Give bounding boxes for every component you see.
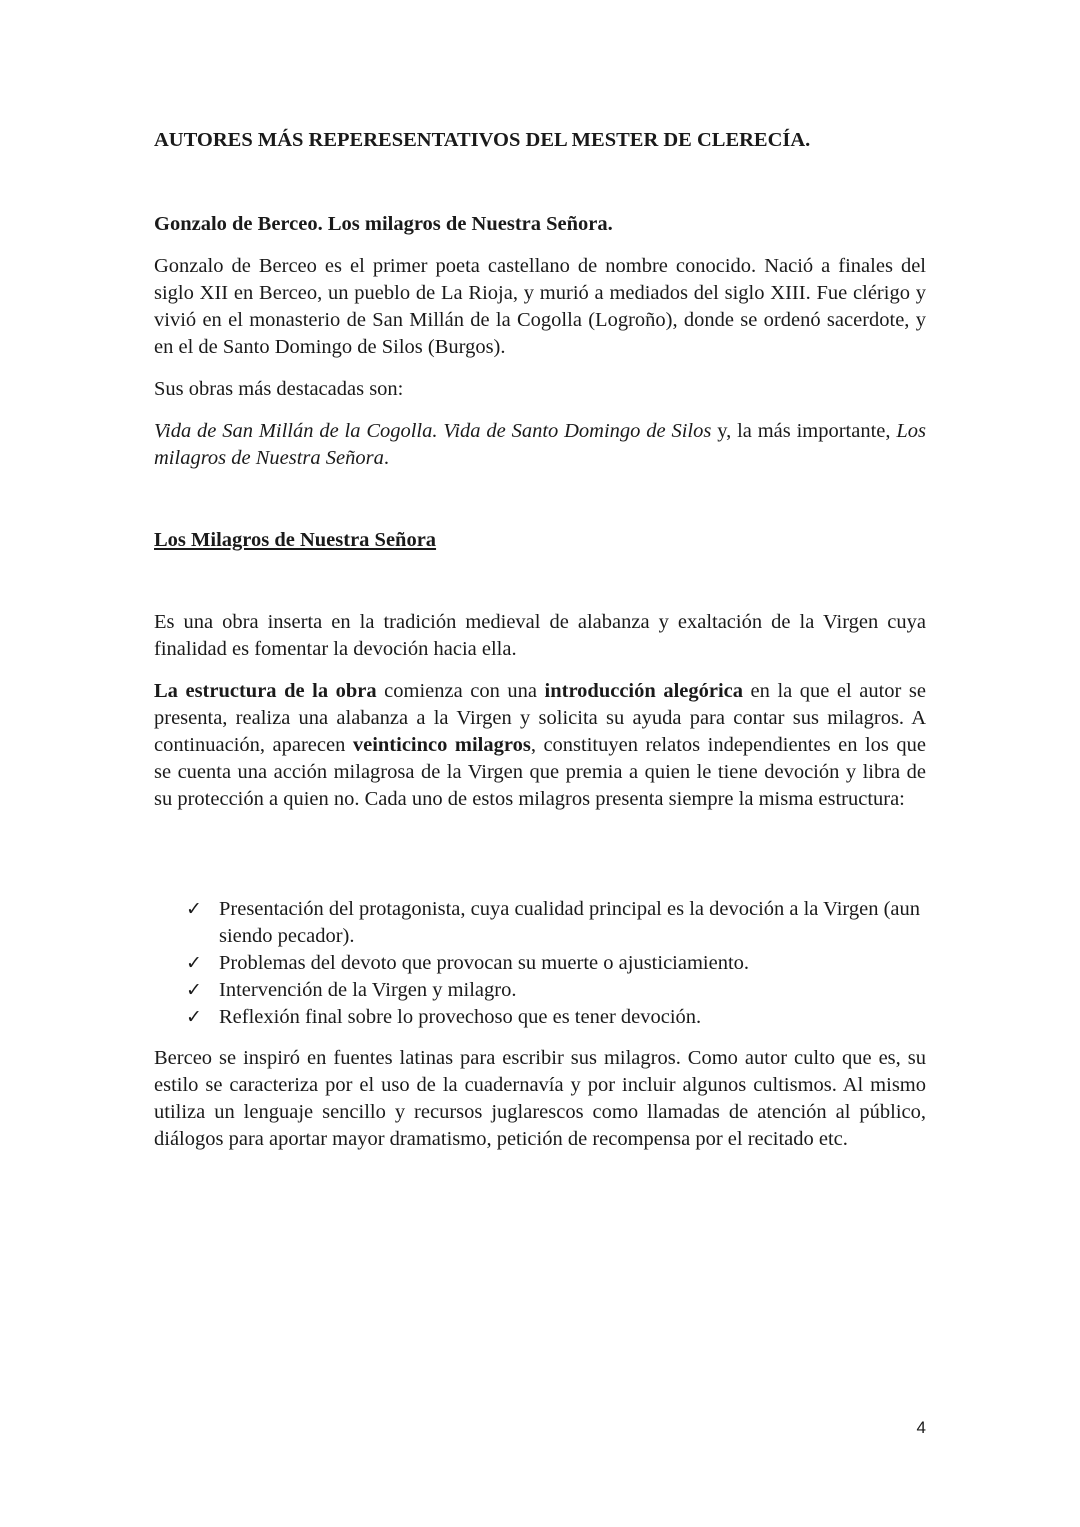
check-icon: ✓ — [186, 952, 202, 974]
check-icon: ✓ — [186, 1006, 202, 1028]
author-bio-paragraph: Gonzalo de Berceo es el primer poeta castellano de nombre conocido. Nació a finales del siglo XII en Berceo, un pueblo de La Rioja, y murió a mediados del siglo XIII. Fue clérigo y vivió en el monasterio de San Millán de la Cogolla (Logroño), donde se ordenó sacerdote, y en el de Santo Domingo de Silos (Burgos). — [154, 255, 926, 358]
check-icon: ✓ — [186, 898, 202, 920]
list-item-text: Presentación del protagonista, cuya cualidad principal es la devoción a la Virgen (aun siendo pecador). — [219, 898, 921, 947]
final-paragraph: Berceo se inspiró en fuentes latinas para escribir sus milagros. Como autor culto que es, su estilo se caracteriza por el uso de la cuadernavía y por incluir algunos cultismos. Al mismo utiliza un lenguaje sencillo y recursos juglarescos como llamadas de atención al público, diálogos para aportar mayor dramatismo, petición de recompensa por el recitado etc. — [154, 1047, 926, 1150]
structure-text-2: en la que el autor se presenta, realiza una alabanza a la Virgen y solicita su ayuda para contar sus milagros. A continuación, aparecen — [154, 680, 927, 756]
list-item — [186, 977, 926, 1004]
works-connector: y, la más importante, — [711, 420, 897, 442]
works-title-2: Los milagros de Nuestra Señora — [154, 420, 926, 469]
structure-bold-3: veinticinco milagros — [352, 734, 531, 756]
list-item-text: Problemas del devoto que provocan su muerte o ajusticiamiento. — [219, 952, 750, 974]
structure-checklist — [186, 896, 926, 1031]
structure-bold-1: La estructura de la obra — [154, 680, 377, 702]
structure-bold-2: introducción alegórica — [544, 680, 744, 702]
page-number: 4 — [916, 1418, 926, 1437]
structure-paragraph — [154, 678, 926, 813]
structure-text-1: comienza con una — [376, 680, 545, 702]
works-title-1: Vida de San Millán de la Cogolla. Vida de Santo Domingo de Silos — [154, 420, 712, 442]
check-icon: ✓ — [186, 979, 202, 1001]
list-item-text: Intervención de la Virgen y milagro. — [219, 979, 517, 1001]
intro-paragraph: Es una obra inserta en la tradición medieval de alabanza y exaltación de la Virgen cuya finalidad es fomentar la devoción hacia ella. — [154, 611, 926, 660]
list-item-text: Reflexión final sobre lo provechoso que es tener devoción. — [219, 1006, 702, 1028]
works-label: Sus obras más destacadas son: — [154, 378, 404, 400]
list-item — [186, 950, 926, 977]
author-heading: Gonzalo de Berceo. Los milagros de Nuestra Señora. — [154, 213, 613, 235]
page-title: AUTORES MÁS REPERESENTATIVOS DEL MESTER DE CLERECÍA. — [154, 129, 811, 151]
works-paragraph — [154, 418, 926, 472]
section-title: Los Milagros de Nuestra Señora — [154, 529, 437, 551]
structure-text-3: , constituyen relatos independientes en los que se cuenta una acción milagrosa de la Virgen que premia a quien le tiene devoción y libra de su protección a quien no. Cada uno de estos milagros presenta siempre la misma estructura: — [154, 734, 926, 810]
works-end: . — [383, 447, 389, 469]
list-item — [186, 896, 926, 950]
list-item — [186, 1004, 926, 1031]
